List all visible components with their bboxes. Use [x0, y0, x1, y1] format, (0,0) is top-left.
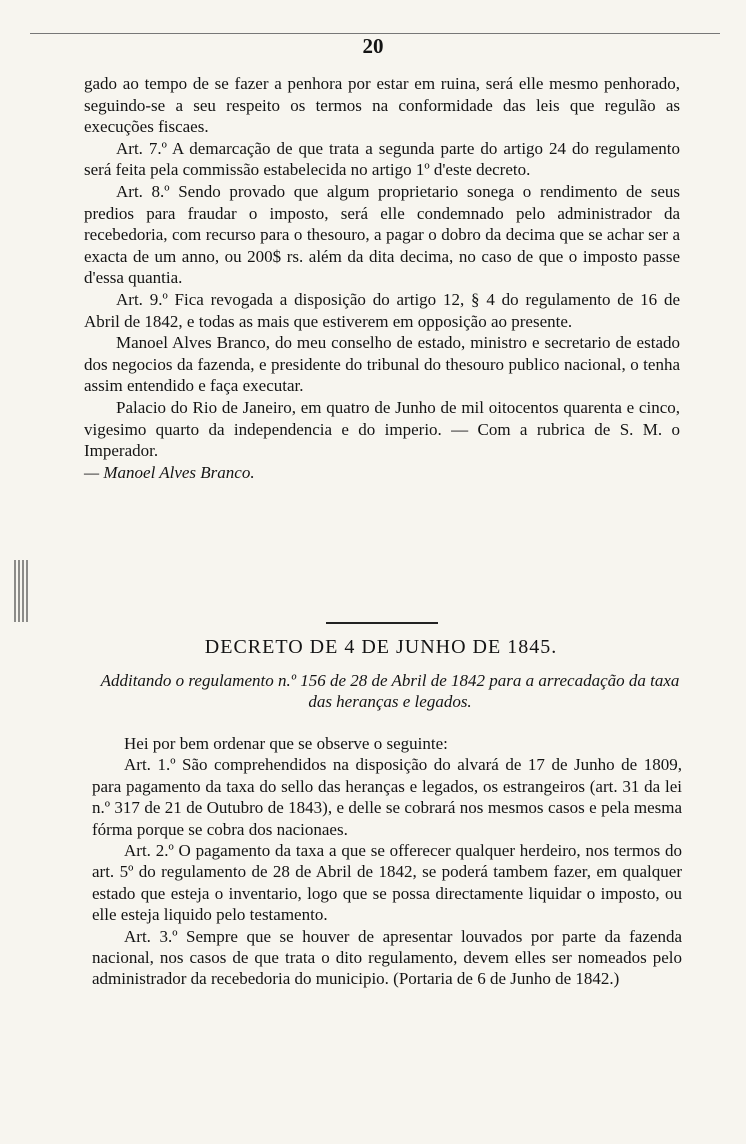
article-7: Art. 7.º A demarcação de que trata a segunda parte do artigo 24 do regulamento será feita pela commissão estabelecida no artigo 1º d'este decreto.: [84, 138, 680, 180]
paragraph: gado ao tempo de se fazer a penhora por estar em ruina, será elle mesmo penhorado, seguindo-se a seu respeito os termos na conformidade das leis que regulão as execuções fiscaes.: [84, 74, 680, 137]
article-9: Art. 9.º Fica revogada a disposição do artigo 12, § 4 do regulamento de 16 de Abril de 1842, e todas as mais que estiverem em opposição ao presente.: [84, 289, 680, 331]
decree-body: [92, 733, 682, 990]
continued-decree-text: [84, 73, 680, 483]
page-number: 20: [362, 34, 384, 58]
signature: — Manoel Alves Branco.: [84, 462, 255, 482]
article-2: Art. 2.º O pagamento da taxa a que se offerecer qualquer herdeiro, nos termos do art. 5º do regulamento de 28 de Abril de 1842, se poderá tambem fazer, em qualquer estado que esteja o inventario, logo que se possa directamente liquidar o imposto, ou elle esteja liquido pelo testamento.: [92, 841, 682, 925]
margin-stain: [14, 560, 30, 622]
article-3: Art. 3.º Sempre que se houver de apresentar louvados por parte da fazenda nacional, nos casos de que trata o dito regulamento, devem elles ser nomeados pelo administrador da recebedoria do municipio. (Portaria de 6 de Junho de 1842.): [92, 926, 682, 989]
preamble: Hei por bem ordenar que se observe o seguinte:: [124, 734, 448, 753]
decree-title: DECRETO DE 4 DE JUNHO DE 1845.: [204, 636, 558, 658]
minister-clause: Manoel Alves Branco, do meu conselho de estado, ministro e secretario de estado dos negocios da fazenda, e presidente do tribunal do thesouro publico nacional, o tenha assim entendido e faça executar.: [84, 333, 680, 396]
palace-date: Palacio do Rio de Janeiro, em quatro de Junho de mil oitocentos quarenta e cinco, vigesimo quarto da independencia e do imperio. — Com a rubrica de S. M. o Imperador.: [84, 397, 680, 461]
article-1: Art. 1.º São comprehendidos na disposição do alvará de 17 de Junho de 1809, para pagamento da taxa do sello das heranças e legados, os estrangeiros (art. 31 da lei n.º 317 de 21 de Outubro de 1843), e delle se cobrará nos mesmos casos e pela mesma fórma porque se cobra dos nacionaes.: [92, 755, 682, 839]
section-divider: [326, 622, 438, 624]
article-8: Art. 8.º Sendo provado que algum proprietario sonega o rendimento de seus predios para fraudar o imposto, será elle condemnado pelo administrador da recebedoria, com recurso para o thesouro, a pagar o dobro da decima que se achar ser a exacta de um anno, ou 200$ rs. além da dita decima, no caso de que o imposto passe d'essa quantia.: [84, 181, 680, 288]
decree-subtitle: Additando o regulamento n.º 156 de 28 de Abril de 1842 para a arrecadação da taxa das heranças e legados.: [100, 671, 680, 711]
